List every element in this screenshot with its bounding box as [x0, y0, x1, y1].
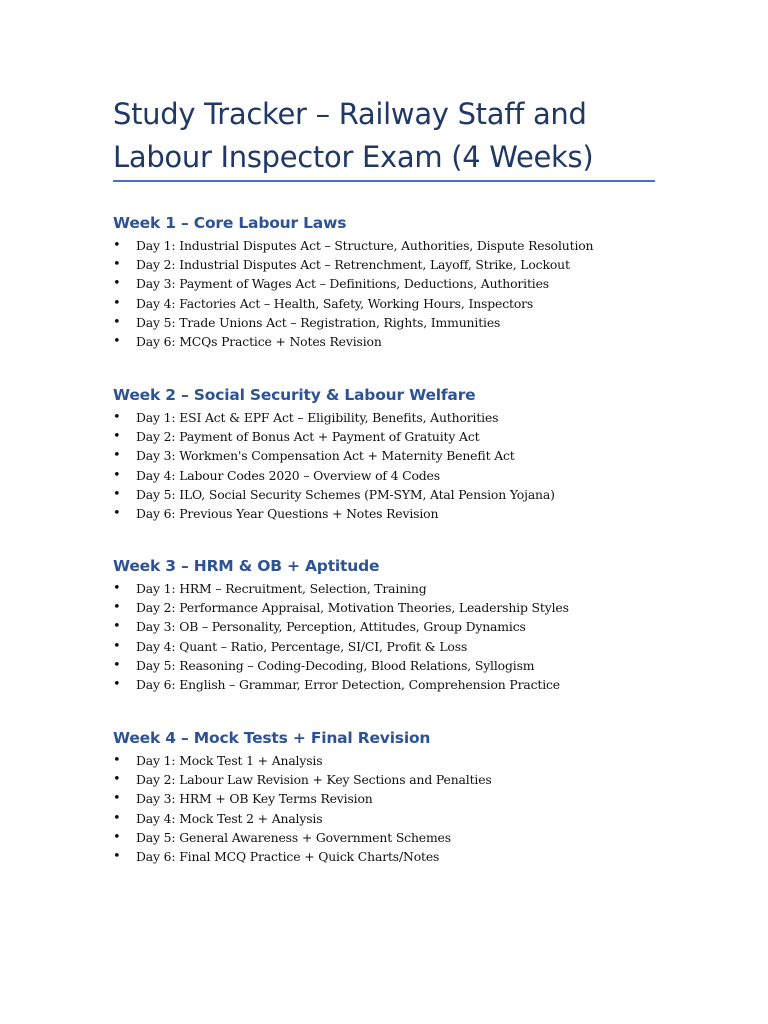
day-text: Day 1: Mock Test 1 + Analysis: [136, 753, 323, 768]
list-item: [113, 617, 713, 636]
bullet-icon: •: [113, 600, 121, 616]
list-item: [113, 809, 713, 828]
week-heading: Week 2 – Social Security & Labour Welfare: [113, 386, 476, 404]
bullet-icon: •: [113, 829, 121, 845]
bullet-icon: •: [113, 638, 121, 654]
week-2-section: [113, 385, 713, 523]
day-text: Day 4: Factories Act – Health, Safety, Working Hours, Inspectors: [136, 295, 534, 311]
bullet-icon: •: [113, 448, 121, 464]
bullet-icon: •: [113, 657, 121, 673]
day-text: Day 1: Industrial Disputes Act – Structure, Authorities, Dispute Resolution: [136, 238, 594, 253]
bullet-icon: •: [113, 619, 121, 635]
bullet-icon: •: [113, 314, 121, 330]
day-text: Day 5: ILO, Social Security Schemes (PM-SYM, Atal Pension Yojana): [136, 486, 555, 502]
bullet-icon: •: [113, 677, 121, 693]
day-text: Day 3: HRM + OB Key Terms Revision: [136, 791, 373, 807]
document-title: [113, 93, 673, 179]
list-item: [113, 598, 713, 617]
day-text: Day 4: Quant – Ratio, Percentage, SI/CI, Profit & Loss: [136, 638, 468, 654]
list-item: [113, 579, 713, 598]
day-text: Day 6: Previous Year Questions + Notes Revision: [136, 506, 439, 522]
bullet-icon: •: [113, 295, 121, 311]
day-text: Day 6: English – Grammar, Error Detection, Comprehension Practice: [136, 677, 560, 693]
day-text: Day 2: Performance Appraisal, Motivation Theories, Leadership Styles: [136, 600, 569, 616]
day-text: Day 6: Final MCQ Practice + Quick Charts/Notes: [136, 849, 440, 865]
day-text: Day 2: Labour Law Revision + Key Sections and Penalties: [136, 772, 492, 788]
list-item: [113, 485, 713, 504]
list-item: [113, 656, 713, 675]
day-text: Day 5: General Awareness + Government Schemes: [136, 829, 451, 845]
list-item: [113, 466, 713, 485]
bullet-icon: •: [113, 810, 121, 826]
title-line-1: Study Tracker – Railway Staff and: [113, 97, 587, 131]
list-item: [113, 751, 713, 770]
list-item: [113, 770, 713, 789]
bullet-icon: •: [113, 791, 121, 807]
list-item: [113, 427, 713, 446]
week-heading: Week 3 – HRM & OB + Aptitude: [113, 557, 380, 575]
bullet-icon: •: [113, 429, 121, 445]
bullet-icon: •: [113, 506, 121, 522]
day-list: [113, 751, 713, 866]
day-text: Day 4: Mock Test 2 + Analysis: [136, 810, 323, 826]
day-text: Day 4: Labour Codes 2020 – Overview of 4 Codes: [136, 467, 440, 483]
bullet-icon: •: [113, 334, 121, 350]
bullet-icon: •: [113, 581, 121, 596]
bullet-icon: •: [113, 467, 121, 483]
list-item: [113, 789, 713, 808]
list-item: [113, 504, 713, 523]
day-text: Day 3: Payment of Wages Act – Definitions, Deductions, Authorities: [136, 276, 550, 292]
week-4-section: [113, 728, 713, 866]
bullet-icon: •: [113, 753, 121, 768]
day-text: Day 2: Payment of Bonus Act + Payment of Gratuity Act: [136, 429, 480, 445]
list-item: [113, 446, 713, 465]
list-item: [113, 274, 713, 293]
day-text: Day 3: OB – Personality, Perception, Attitudes, Group Dynamics: [136, 619, 526, 635]
list-item: [113, 294, 713, 313]
bullet-icon: •: [113, 410, 121, 425]
list-item: [113, 332, 713, 351]
bullet-icon: •: [113, 238, 121, 253]
title-underline-rule: [113, 180, 655, 182]
day-text: Day 5: Trade Unions Act – Registration, Rights, Immunities: [136, 314, 501, 330]
list-item: [113, 236, 713, 255]
week-heading: Week 1 – Core Labour Laws: [113, 214, 347, 232]
day-text: Day 2: Industrial Disputes Act – Retrenchment, Layoff, Strike, Lockout: [136, 257, 570, 273]
bullet-icon: •: [113, 849, 121, 865]
day-list: [113, 579, 713, 694]
list-item: [113, 313, 713, 332]
day-text: Day 6: MCQs Practice + Notes Revision: [136, 334, 382, 350]
week-heading: Week 4 – Mock Tests + Final Revision: [113, 729, 431, 747]
day-text: Day 1: HRM – Recruitment, Selection, Training: [136, 581, 427, 596]
day-text: Day 5: Reasoning – Coding-Decoding, Blood Relations, Syllogism: [136, 657, 535, 673]
bullet-icon: •: [113, 772, 121, 788]
list-item: [113, 408, 713, 427]
day-text: Day 1: ESI Act & EPF Act – Eligibility, Benefits, Authorities: [136, 410, 499, 425]
list-item: [113, 828, 713, 847]
list-item: [113, 675, 713, 694]
bullet-icon: •: [113, 257, 121, 273]
day-list: [113, 236, 713, 351]
list-item: [113, 847, 713, 866]
week-3-section: [113, 556, 713, 694]
list-item: [113, 637, 713, 656]
list-item: [113, 255, 713, 274]
bullet-icon: •: [113, 276, 121, 292]
bullet-icon: •: [113, 486, 121, 502]
week-1-section: [113, 213, 713, 351]
title-line-2: Labour Inspector Exam (4 Weeks): [113, 140, 594, 174]
day-text: Day 3: Workmen's Compensation Act + Maternity Benefit Act: [136, 448, 515, 464]
day-list: [113, 408, 713, 523]
